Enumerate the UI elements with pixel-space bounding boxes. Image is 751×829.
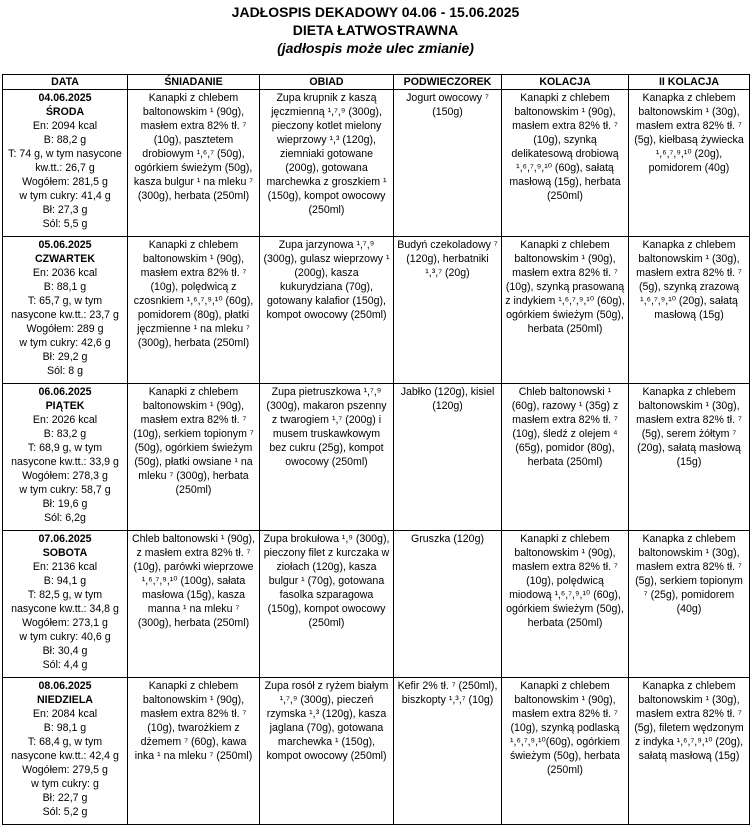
lunch-cell xyxy=(260,531,394,678)
date-cell xyxy=(3,384,128,531)
breakfast-text: Kanapki z chlebem baltonowskim ¹ (90g), masłem extra 82% tł. ⁷ (10g), pasztetem drobiowym ¹,⁶,⁷ (50g), ogórkiem świeżym (50g), kasza bulgur ¹ na mleku ⁷ (300g), herbata (250ml) xyxy=(133,92,254,202)
nutrition-fat: T: 68,9 g, w tym nasycone kw.tt.: 33,9 g xyxy=(11,442,119,468)
supper-text: Chleb baltonowski ¹ (60g), razowy ¹ (35g) z masłem extra 82% tł. ⁷ (10g), śledź z olejem ⁴ (65g), pomidor (80g), herbata (250ml) xyxy=(511,386,619,468)
day-date: 08.06.2025 xyxy=(38,680,92,692)
nutrition-energy: En: 2084 kcal xyxy=(32,708,98,720)
second-supper-text: Kanapka z chlebem baltonowskim ¹ (30g), masłem extra 82% tł. ⁷ (5g), kiełbasą żywiecka ¹,⁶,⁷,⁹,¹⁰ (20g), pomidorem (40g) xyxy=(634,92,744,174)
col-header-supper: KOLACJA xyxy=(502,75,629,90)
day-name: PIĄTEK xyxy=(45,400,85,412)
day-row xyxy=(3,90,750,237)
nutrition-carbs: Wogółem: 279,5 g xyxy=(22,764,108,776)
day-row xyxy=(3,678,750,825)
nutrition-sugars: w tym cukry: 42,6 g xyxy=(19,337,111,349)
lunch-cell xyxy=(260,237,394,384)
breakfast-cell xyxy=(128,237,260,384)
nutrition-protein: B: 83,2 g xyxy=(43,428,87,440)
snack-text: Jabłko (120g), kisiel (120g) xyxy=(400,386,495,412)
nutrition-protein: B: 98,1 g xyxy=(43,722,87,734)
date-cell xyxy=(3,90,128,237)
nutrition-sugars: w tym cukry: g xyxy=(31,778,99,790)
snack-text: Budyń czekoladowy ⁷ (120g), herbatniki ¹,³,⁷ (20g) xyxy=(397,239,498,279)
date-cell xyxy=(3,678,128,825)
menu-title: JADŁOSPIS DEKADOWY 04.06 - 15.06.2025 xyxy=(231,4,520,20)
lunch-text: Zupa pietruszkowa ¹,⁷,⁹ (300g), makaron pszenny z twarogiem ¹,⁷ (200g) i musem truskawkowym bez cukru (25g), kompot owocowy (250ml) xyxy=(266,386,387,468)
menu-header xyxy=(0,0,751,70)
nutrition-fat: T: 74 g, w tym nasycone kw.tt.: 26,7 g xyxy=(8,148,122,174)
snack-cell xyxy=(394,678,502,825)
day-date: 06.06.2025 xyxy=(38,386,92,398)
nutrition-protein: B: 94,1 g xyxy=(43,575,87,587)
second-supper-cell xyxy=(629,90,750,237)
nutrition-sugars: w tym cukry: 40,6 g xyxy=(19,631,111,643)
day-date: 05.06.2025 xyxy=(38,239,92,251)
supper-cell xyxy=(502,678,629,825)
nutrition-energy: En: 2094 kcal xyxy=(32,120,98,132)
day-name: SOBOTA xyxy=(42,547,88,559)
lunch-text: Zupa jarzynowa ¹,⁷,⁹ (300g), gulasz wieprzowy ¹ (200g), kasza kukurydziana (70g), gotowany kalafior (150g), kompot owocowy (250ml) xyxy=(263,239,390,321)
day-name: NIEDZIELA xyxy=(37,694,93,706)
nutrition-fiber: Bł: 30,4 g xyxy=(42,645,88,657)
col-header-second-supper: II KOLACJA xyxy=(629,75,750,90)
supper-cell xyxy=(502,90,629,237)
snack-cell xyxy=(394,531,502,678)
second-supper-cell xyxy=(629,531,750,678)
breakfast-text: Kanapki z chlebem baltonowskim ¹ (90g), masłem extra 82% tł. ⁷ (10g), serkiem topionym ⁷ (50g), ogórkiem świeżym (50g), płatki owsiane ¹ na mleku ⁷ (300g), herbata (250ml) xyxy=(133,386,254,496)
supper-cell xyxy=(502,531,629,678)
nutrition-protein: B: 88,1 g xyxy=(43,281,87,293)
nutrition-carbs: Wogółem: 289 g xyxy=(26,323,104,335)
lunch-text: Zupa brokułowa ¹,⁹ (300g), pieczony filet z kurczaka w ziołach (120g), kasza bulgur ¹ (70g), gotowana fasolka szparagowa (150g), kompot owocowy (250ml) xyxy=(263,533,390,629)
second-supper-text: Kanapka z chlebem baltonowskim ¹ (30g), masłem extra 82% tł. ⁷ (5g), serem żółtym ⁷ (20g), sałatą masłową (15g) xyxy=(636,386,742,468)
snack-text: Jogurt owocowy ⁷ (150g) xyxy=(406,92,489,118)
nutrition-energy: En: 2136 kcal xyxy=(32,561,98,573)
header-row xyxy=(3,75,750,90)
nutrition-fat: T: 65,7 g, w tym nasycone kw.tt.: 23,7 g xyxy=(11,295,119,321)
second-supper-cell xyxy=(629,237,750,384)
lunch-text: Zupa rosół z ryżem białym ¹,⁷,⁹ (300g), pieczeń rzymska ¹,³ (120g), kasza jaglana (70g), gotowana marchewka ¹ (150g), kompot owocowy (250ml) xyxy=(264,680,389,762)
menu-note: (jadłospis może ulec zmianie) xyxy=(277,40,474,56)
breakfast-text: Kanapki z chlebem baltonowskim ¹ (90g), masłem extra 82% tł. ⁷ (10g), polędwicą z czosnkiem ¹,⁶,⁷,⁹,¹⁰ (60g), pomidorem (80g), płatki jęczmienne ¹ na mleku ⁷ (300g), herbata (250ml) xyxy=(133,239,254,349)
second-supper-cell xyxy=(629,678,750,825)
second-supper-text: Kanapka z chlebem baltonowskim ¹ (30g), masłem extra 82% tł. ⁷ (5g), filetem wędzonym z indyka ¹,⁶,⁷,⁹,¹⁰ (20g), sałatą masłową (15g) xyxy=(634,680,744,762)
second-supper-text: Kanapka z chlebem baltonowskim ¹ (30g), masłem extra 82% tł. ⁷ (5g), szynką zrazową ¹,⁶,⁷,⁹,¹⁰ (20g), sałatą masłową (15g) xyxy=(636,239,742,321)
col-header-snack: PODWIECZOREK xyxy=(394,75,502,90)
nutrition-fiber: Bł: 27,3 g xyxy=(42,204,88,216)
col-header-lunch: OBIAD xyxy=(260,75,394,90)
nutrition-fiber: Bł: 22,7 g xyxy=(42,792,88,804)
col-header-date: DATA xyxy=(3,75,128,90)
snack-text: Gruszka (120g) xyxy=(410,533,484,545)
breakfast-text: Kanapki z chlebem baltonowskim ¹ (90g), masłem extra 82% tł. ⁷ (10g), twarożkiem z dżemem ⁷ (60g), kawa inka ¹ na mleku ⁷ (250ml) xyxy=(134,680,253,762)
menu-table xyxy=(2,74,750,825)
nutrition-sugars: w tym cukry: 58,7 g xyxy=(19,484,111,496)
nutrition-salt: Sól: 5,5 g xyxy=(42,218,88,230)
nutrition-salt: Sól: 5,2 g xyxy=(42,806,88,818)
nutrition-protein: B: 88,2 g xyxy=(43,134,87,146)
day-name: CZWARTEK xyxy=(34,253,96,265)
nutrition-carbs: Wogółem: 273,1 g xyxy=(22,617,108,629)
nutrition-sugars: w tym cukry: 41,4 g xyxy=(19,190,111,202)
snack-cell xyxy=(394,237,502,384)
nutrition-salt: Sól: 6,2g xyxy=(44,512,86,524)
supper-cell xyxy=(502,384,629,531)
lunch-cell xyxy=(260,678,394,825)
supper-text: Kanapki z chlebem baltonowskim ¹ (90g), masłem extra 82% tł. ⁷ (10g), polędwicą miodową ¹,⁶,⁷,⁹,¹⁰ (60g), ogórkiem świeżym (50g), herbata (250ml) xyxy=(506,533,624,629)
date-cell xyxy=(3,237,128,384)
nutrition-energy: En: 2026 kcal xyxy=(32,414,98,426)
second-supper-cell xyxy=(629,384,750,531)
nutrition-fat: T: 68,4 g, w tym nasycone kw.tt.: 42,4 g xyxy=(11,736,119,762)
supper-text: Kanapki z chlebem baltonowskim ¹ (90g), masłem extra 82% tł. ⁷ (10g), szynką prasowaną z indykiem ¹,⁶,⁷,⁹,¹⁰ (60g), ogórkiem świeżym (50g), herbata (250ml) xyxy=(505,239,625,335)
breakfast-cell xyxy=(128,531,260,678)
snack-cell xyxy=(394,384,502,531)
nutrition-energy: En: 2036 kcal xyxy=(32,267,98,279)
breakfast-cell xyxy=(128,678,260,825)
breakfast-cell xyxy=(128,384,260,531)
second-supper-text: Kanapka z chlebem baltonowskim ¹ (30g), masłem extra 82% tł. ⁷ (5g), serkiem topionym ⁷ (25g), pomidorem (40g) xyxy=(635,533,743,615)
breakfast-cell xyxy=(128,90,260,237)
lunch-cell xyxy=(260,384,394,531)
col-header-breakfast: ŚNIADANIE xyxy=(128,75,260,90)
day-date: 07.06.2025 xyxy=(38,533,92,545)
day-row xyxy=(3,237,750,384)
lunch-text: Zupa krupnik z kaszą jęczmienną ¹,⁷,⁹ (300g), pieczony kotlet mielony wieprzowy ¹,³ (120g), ziemniaki gotowane (200g), gotowana marchewka z groszkiem ¹ (150g), kompot owocowy (250ml) xyxy=(266,92,387,216)
breakfast-text: Chleb baltonowski ¹ (90g), z masłem extra 82% tł. ⁷ (10g), parówki wieprzowe ¹,⁶,⁷,⁹,¹⁰ (100g), sałata masłowa (15g), kasza manna ¹ na mleku ⁷ (300g), herbata (250ml) xyxy=(131,533,256,629)
day-date: 04.06.2025 xyxy=(38,92,92,104)
diet-name: DIETA ŁATWOSTRAWNA xyxy=(292,22,459,38)
date-cell xyxy=(3,531,128,678)
supper-text: Kanapki z chlebem baltonowskim ¹ (90g), masłem extra 82% tł. ⁷ (10g), szynką delikatesową drobiową ¹,⁶,⁷,⁹,¹⁰ (60g), sałatą masłową (15g), herbata (250ml) xyxy=(509,92,621,202)
supper-cell xyxy=(502,237,629,384)
nutrition-carbs: Wogółem: 281,5 g xyxy=(22,176,108,188)
nutrition-carbs: Wogółem: 278,3 g xyxy=(22,470,108,482)
supper-text: Kanapki z chlebem baltonowskim ¹ (90g), masłem extra 82% tł. ⁷ (10g), szynką podlaską ¹,⁶,⁷,⁹,¹⁰(60g), ogórkiem świeżym (50g), herbata (250ml) xyxy=(509,680,621,776)
snack-text: Kefir 2% tł. ⁷ (250ml), biszkopty ¹,³,⁷ (10g) xyxy=(397,680,498,706)
day-row xyxy=(3,531,750,678)
lunch-cell xyxy=(260,90,394,237)
day-row xyxy=(3,384,750,531)
snack-cell xyxy=(394,90,502,237)
nutrition-fiber: Bł: 29,2 g xyxy=(42,351,88,363)
nutrition-fiber: Bł: 19,6 g xyxy=(42,498,88,510)
nutrition-fat: T: 82,5 g, w tym nasycone kw.tt.: 34,8 g xyxy=(11,589,119,615)
day-name: ŚRODA xyxy=(45,106,85,118)
nutrition-salt: Sól: 4,4 g xyxy=(42,659,88,671)
nutrition-salt: Sól: 8 g xyxy=(47,365,83,377)
